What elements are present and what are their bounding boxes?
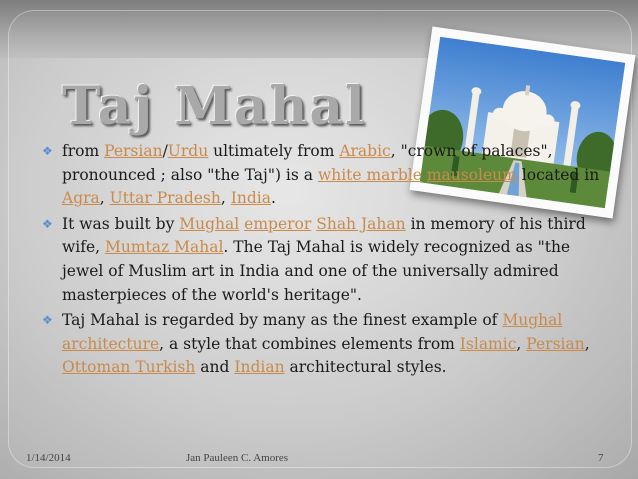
hyperlink[interactable]: Mughal [179, 214, 240, 233]
bullet-item [40, 309, 600, 380]
hyperlink[interactable]: Shah Jahan [316, 214, 406, 233]
bullet-text [62, 311, 590, 376]
bullet-text-segment: Taj Mahal is regarded by many as the finest example of [62, 311, 503, 330]
hyperlink[interactable]: Ottoman Turkish [62, 358, 196, 377]
bullet-item [40, 140, 600, 211]
bullet-text-segment: / [162, 142, 168, 160]
hyperlink[interactable]: mausoleum [426, 165, 517, 184]
bullet-text-segment: and [195, 358, 235, 377]
footer-date: 1/14/2014 [26, 452, 71, 464]
hyperlink[interactable]: Islamic [459, 334, 517, 353]
bullet-text-segment: , "crown of palaces", pronounced ; also "the Taj") is a [62, 142, 553, 184]
diamond-bullet-icon: ❖ [42, 216, 53, 231]
bullet-text-segment: ultimately from [208, 142, 340, 160]
bullet-text-segment: . The Taj Mahal is widely recognized as "the jewel of Muslim art in India and one of the universally admired masterpieces of the world's heritage". [62, 238, 571, 304]
hyperlink[interactable]: Persian [104, 142, 163, 160]
bullet-text-segment: , a style that combines elements from [159, 334, 460, 353]
bullet-text-segment: , [220, 189, 231, 208]
bullet-text-segment: , [99, 189, 110, 208]
hyperlink[interactable]: Urdu [167, 142, 209, 160]
bullet-item [40, 213, 600, 307]
bullet-text-segment: in memory of his third wife, [62, 214, 586, 257]
bullet-text-segment: It was built by [62, 214, 180, 233]
hyperlink[interactable]: India [230, 189, 271, 208]
bullet-text [62, 215, 586, 304]
hyperlink[interactable]: emperor [244, 214, 312, 233]
diamond-bullet-icon: ❖ [42, 313, 53, 328]
bullet-text-segment: . [270, 189, 276, 208]
bullet-list [40, 140, 600, 382]
hyperlink[interactable]: Agra [62, 189, 100, 208]
footer-page-number: 7 [598, 452, 604, 464]
slide-title: Taj Mahal [62, 76, 367, 137]
footer-author: Jan Pauleen C. Amores [186, 452, 289, 464]
hyperlink[interactable]: Indian [234, 358, 285, 377]
bullet-text-segment: architectural styles. [284, 358, 447, 377]
bullet-text-segment: , [516, 334, 527, 353]
hyperlink[interactable]: Persian [526, 334, 585, 353]
hyperlink[interactable]: Uttar Pradesh [109, 189, 221, 208]
hyperlink[interactable]: Arabic [339, 142, 391, 160]
hyperlink[interactable]: white marble [317, 165, 422, 184]
bullet-text [62, 142, 599, 207]
hyperlink[interactable]: Mumtaz Mahal [105, 238, 224, 257]
bullet-text-segment: from [62, 142, 105, 160]
bullet-text-segment: located in [516, 165, 600, 184]
diamond-bullet-icon: ❖ [42, 144, 53, 158]
bullet-text-segment: , [584, 334, 590, 353]
hyperlink[interactable]: Mughal architecture [62, 311, 563, 353]
